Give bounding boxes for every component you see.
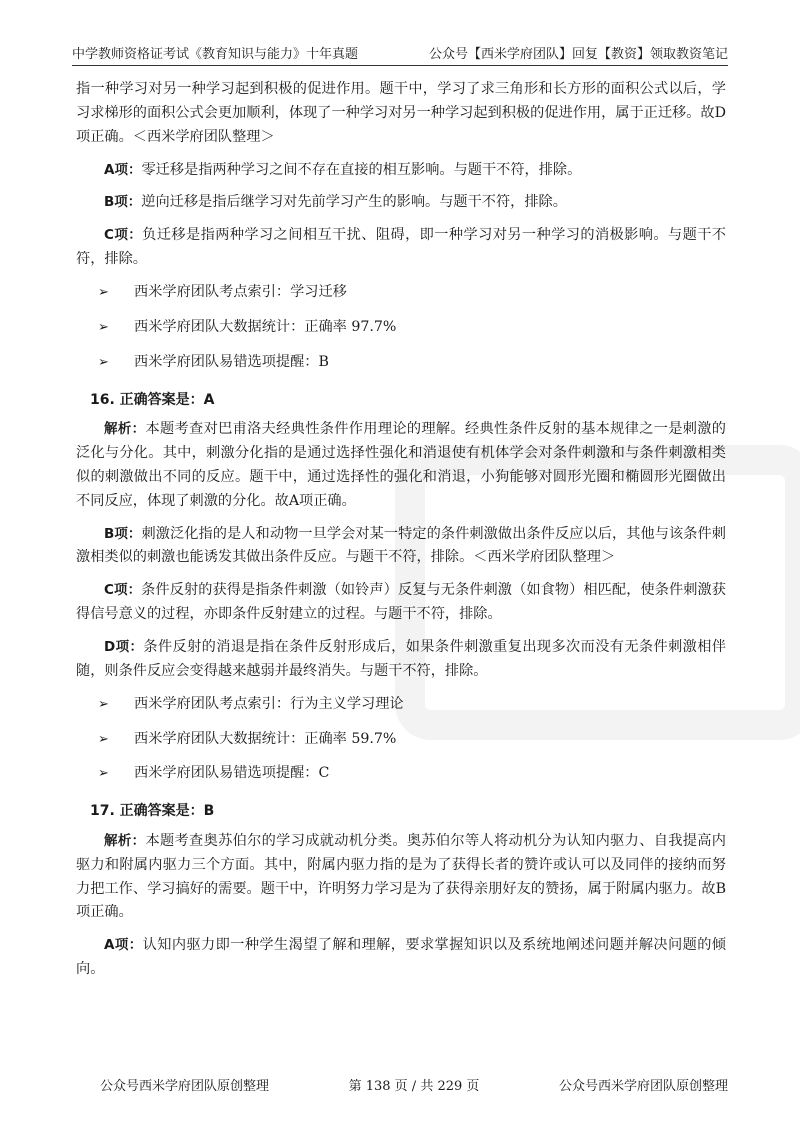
q17-explanation (76, 830, 726, 925)
list-item: ➢ 西米学府团队大数据统计：正确率 59.7% (76, 728, 726, 752)
page-content (76, 78, 726, 991)
list-item: ➢ 西米学府团队易错选项提醒：C (76, 762, 726, 786)
q16-explanation (76, 418, 726, 513)
q15-option-b (76, 191, 726, 215)
option-label: A项： (104, 161, 142, 178)
q15-option-c (76, 224, 726, 272)
q16-option-b (76, 523, 726, 571)
arrow-bullet-icon: ➢ (98, 766, 109, 782)
arrow-bullet-icon: ➢ (98, 319, 109, 335)
list-item: ➢ 西米学府团队考点索引：行为主义学习理论 (76, 693, 726, 717)
arrow-bullet-icon: ➢ (98, 696, 109, 712)
q15-bullet-list (76, 281, 726, 375)
option-text: 刺激泛化指的是人和动物一旦学会对某一特定的条件刺激做出条件反应以后，其他与该条件刺激相类似的刺激也能诱发其做出条件反应。与题干不符，排除。＜西米学府团队整理＞ (76, 525, 726, 566)
explanation-text: 本题考查奥苏伯尔的学习成就动机分类。奥苏伯尔等人将动机分为认知内驱力、自我提高内驱力和附属内驱力三个方面。其中，附属内驱力指的是为了获得长者的赞许或认可以及同伴的接纳而努力把工作、学习搞好的需要。题干中，许明努力学习是为了获得亲朋好友的赞扬，属于附属内驱力。故B项正确。 (76, 832, 726, 921)
page-header (72, 38, 728, 66)
explanation-label: 解析： (104, 832, 146, 849)
explanation-label: 解析： (104, 421, 146, 438)
option-text: 零迁移是指两种学习之间不存在直接的相互影响。与题干不符，排除。 (141, 161, 582, 178)
list-item: ➢ 西米学府团队大数据统计：正确率 97.7% (76, 316, 726, 340)
option-label: B项： (104, 525, 142, 542)
page-footer (100, 1075, 728, 1094)
q15-option-a (76, 159, 726, 183)
option-label: C项： (104, 582, 142, 599)
q16-answer-heading: 16. 正确答案是：A (90, 391, 215, 408)
list-item: ➢ 西米学府团队考点索引：学习迁移 (76, 281, 726, 305)
option-text: 逆向迁移是指后继学习对先前学习产生的影响。与题干不符，排除。 (141, 194, 567, 211)
q17-option-a (76, 934, 726, 982)
q17-answer-heading: 17. 正确答案是：B (90, 803, 215, 820)
arrow-bullet-icon: ➢ (98, 285, 109, 301)
option-label: C项： (104, 227, 143, 244)
list-item: ➢ 西米学府团队易错选项提醒：B (76, 351, 726, 375)
page-number: 第 138 页 / 共 229 页 (348, 1079, 480, 1094)
q15-explanation-tail: 指一种学习对另一种学习起到积极的促进作用。题干中，学习了求三角形和长方形的面积公式以后，学习求梯形的面积公式会更加顺利，体现了一种学习对另一种学习起到积极的促进作用，属于正迁移。故D项正确。＜西米学府团队整理＞ (76, 81, 726, 145)
q16-option-c (76, 579, 726, 627)
option-label: B项： (104, 194, 142, 211)
option-label: D项： (104, 638, 144, 655)
option-label: A项： (104, 937, 143, 954)
q16-option-d (76, 636, 726, 684)
option-text: 负迁移是指两种学习之间相互干扰、阻碍，即一种学习对另一种学习的消极影响。与题干不符，排除。 (76, 227, 726, 268)
option-text: 条件反射的消退是指在条件反射形成后，如果条件刺激重复出现多次而没有无条件刺激相伴随，则条件反应会变得越来越弱并最终消失。与题干不符，排除。 (76, 638, 726, 679)
option-text: 认知内驱力即一种学生渴望了解和理解，要求掌握知识以及系统地阐述问题并解决问题的倾向。 (76, 937, 726, 978)
header-title: 中学教师资格证考试《教育知识与能力》十年真题 (72, 47, 359, 62)
arrow-bullet-icon: ➢ (98, 354, 109, 370)
arrow-bullet-icon: ➢ (98, 731, 109, 747)
q16-bullet-list (76, 693, 726, 787)
option-text: 条件反射的获得是指条件刺激（如铃声）反复与无条件刺激（如食物）相匹配，使条件刺激获得信号意义的过程，亦即条件反射建立的过程。与题干不符，排除。 (76, 582, 726, 623)
explanation-text: 本题考查对巴甫洛夫经典性条件作用理论的理解。经典性条件反射的基本规律之一是刺激的泛化与分化。其中，刺激分化指的是通过选择性强化和消退使有机体学会对条件刺激和与条件刺激相类似的刺激做出不同的反应。题干中，通过选择性的强化和消退，小狗能够对圆形光圈和椭圆形光圈做出不同反应，体现了刺激的分化。故A项正确。 (76, 421, 726, 509)
footer-right: 公众号西米学府团队原创整理 (558, 1079, 728, 1094)
header-promo: 公众号【西米学府团队】回复【教资】领取教资笔记 (428, 47, 728, 62)
footer-left: 公众号西米学府团队原创整理 (100, 1079, 270, 1094)
